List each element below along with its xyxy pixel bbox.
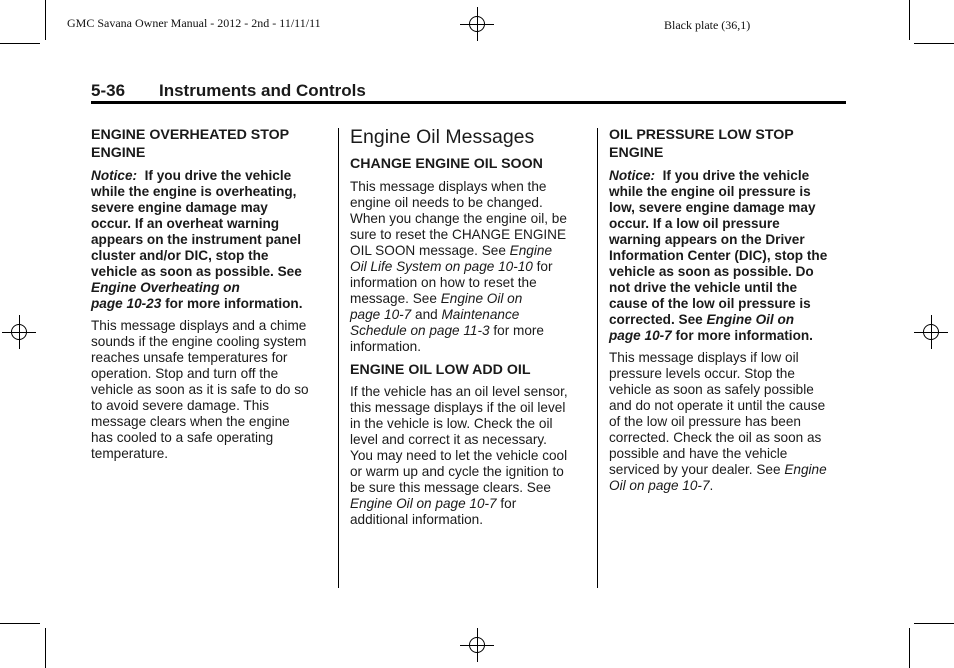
heading-change-engine-oil-soon: CHANGE ENGINE OIL SOON	[350, 156, 543, 172]
crop-mark	[0, 43, 40, 44]
registration-mark-icon	[460, 628, 494, 662]
cross-reference-link[interactable]: Engine Oil on page 10-7	[350, 496, 497, 511]
notice-label: Notice:	[609, 168, 656, 183]
cross-reference-link[interactable]: Engine Overheating on	[91, 280, 240, 295]
registration-mark-icon	[2, 315, 36, 349]
crop-mark	[909, 628, 910, 668]
column-2	[350, 126, 592, 528]
crop-mark	[914, 623, 954, 624]
cross-reference-link[interactable]: page 10-7	[609, 328, 672, 343]
column-divider	[597, 128, 598, 588]
cross-reference-link[interactable]: Maintenance	[441, 306, 520, 322]
cross-reference-link[interactable]: Engine	[509, 242, 552, 258]
header-rule	[91, 101, 846, 104]
crop-mark	[45, 628, 46, 668]
page-number: 5-36	[91, 81, 126, 100]
column-divider	[338, 128, 339, 588]
body-oil-pressure-low: This message displays if low oil pressure levels occur. Stop the vehicle as soon as safely possible and do not operate it until the cause of the low oil pressure has been corrected. Check the oil as soon as possible and have the vehicle serviced by your dealer. See Engine Oil on page 10-7.	[609, 350, 827, 493]
cross-reference-link[interactable]: page 10-23	[91, 296, 162, 311]
crop-mark	[0, 623, 40, 624]
running-header	[91, 81, 366, 101]
cross-reference-link[interactable]: Engine Oil on	[706, 312, 795, 327]
slug-left: GMC Savana Owner Manual - 2012 - 2nd - 11/11/11	[67, 16, 321, 30]
cross-reference-link[interactable]: Engine Oil on	[440, 290, 523, 306]
crop-mark	[45, 0, 46, 40]
cross-reference-link[interactable]: Oil on page 10-7	[609, 478, 710, 493]
crop-mark	[909, 0, 910, 40]
column-3	[609, 127, 849, 494]
body-change-engine-oil-soon: This message displays when the engine oil needs to be changed. When you change the engine oil, be sure to reset the CHANGE ENGINE OIL SOON message. See Engine Oil Life System on page 10-10 for information on how to reset the message. See Engine Oil on page 10-7 and Maintenance Schedule on page 11-3 for more information.	[350, 178, 567, 354]
slug-right: Black plate (36,1)	[664, 18, 751, 32]
body-engine-overheated: This message displays and a chime sounds if the engine cooling system reaches unsafe temperatures for operation. Stop and turn off the vehicle as soon as it is safe to do so to avoid severe damage. This message clears when the engine has cooled to a safe operating temperature.	[91, 318, 309, 461]
registration-mark-icon	[460, 7, 494, 41]
cross-reference-link[interactable]: Engine	[784, 462, 827, 477]
cross-reference-link[interactable]: Schedule on page 11-3	[350, 322, 490, 338]
cross-reference-link[interactable]: page 10-7	[350, 306, 412, 322]
section-title: Instruments and Controls	[159, 81, 366, 100]
column-1	[91, 127, 331, 462]
cross-reference-link[interactable]: Oil Life System on page 10-10	[350, 258, 533, 274]
body-engine-oil-low-add-oil: If the vehicle has an oil level sensor, this message displays if the oil level in the vehicle is low. Check the oil level and correct it as necessary. You may need to let the vehicle cool or warm up and cycle the ignition to be sure this message clears. See Engine Oil on page 10-7 for additional information.	[350, 384, 568, 527]
notice-label: Notice:	[91, 168, 138, 183]
notice-engine-overheated: Notice: If you drive the vehicle while the engine is overheating, severe engine damage may occur. If an overheat warning appears on the instrument panel cluster and/or DIC, stop the vehicle as soon as possible. See Engine Overheating on page 10-23 for more information.	[91, 168, 303, 311]
heading-engine-overheated: ENGINE OVERHEATED STOP ENGINE	[91, 127, 290, 161]
registration-mark-icon	[914, 315, 948, 349]
heading-engine-oil-low-add-oil: ENGINE OIL LOW ADD OIL	[350, 361, 531, 378]
crop-mark	[914, 43, 954, 44]
section-heading-engine-oil-messages: Engine Oil Messages	[350, 126, 535, 148]
notice-oil-pressure-low: Notice: If you drive the vehicle while the engine oil pressure is low, severe engine damage may occur. If a low oil pressure warning appears on the Driver Information Center (DIC), stop the vehicle as soon as possible. Do not drive the vehicle until the cause of the low oil pressure is corrected. See Engine Oil on page 10-7 for more information.	[609, 168, 828, 343]
heading-oil-pressure-low: OIL PRESSURE LOW STOP ENGINE	[609, 127, 794, 161]
